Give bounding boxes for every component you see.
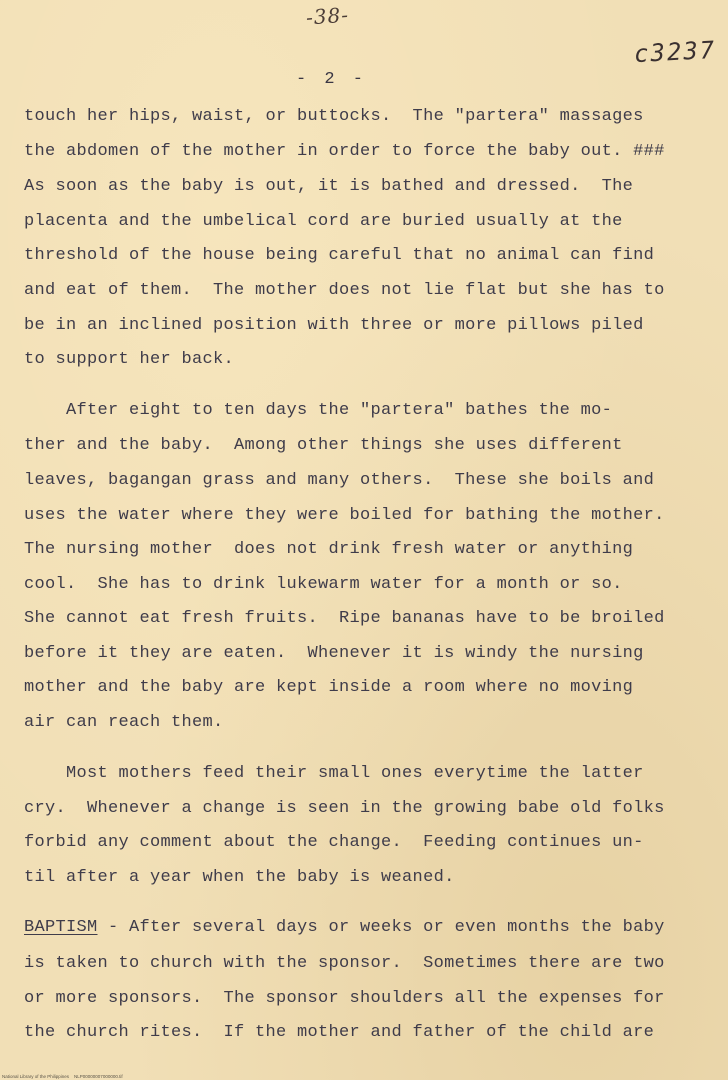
text-line: After eight to ten days the "partera" bathes the mo- — [24, 401, 613, 420]
text-fragment: - After several days or weeks or even months the baby — [97, 918, 665, 937]
text-line: cool. She has to drink lukewarm water for a month or so. — [24, 575, 623, 594]
text-line: leaves, bagangan grass and many others. These she boils and — [24, 471, 655, 490]
text-line: She cannot eat fresh fruits. Ripe bananas have to be broiled — [24, 609, 665, 628]
text-line: Most mothers feed their small ones everytime the latter — [24, 764, 644, 783]
text-line: forbid any comment about the change. Feeding continues un- — [24, 833, 644, 852]
text-line: touch her hips, waist, or buttocks. The "partera" massages — [24, 107, 644, 126]
text-line: air can reach them. — [24, 713, 224, 732]
text-line: cry. Whenever a change is seen in the growing babe old folks — [24, 799, 665, 818]
baptism-paragraph-line — [24, 918, 665, 937]
scan-footer: National Library of the Philippines NLP00000007000000.tif — [2, 1074, 123, 1079]
text-line: til after a year when the baby is weaned. — [24, 868, 455, 887]
archive-number: c3237 — [633, 35, 717, 69]
text-line: threshold of the house being careful that no animal can find — [24, 246, 655, 265]
text-line: As soon as the baby is out, it is bathed and dressed. The — [24, 177, 634, 196]
text-line: before it they are eaten. Whenever it is windy the nursing — [24, 644, 644, 663]
text-line: mother and the baby are kept inside a room where no moving — [24, 678, 634, 697]
section-heading-baptism: BAPTISM — [24, 918, 98, 937]
text-line: The nursing mother does not drink fresh water or anything — [24, 540, 634, 559]
text-line: the abdomen of the mother in order to force the baby out. ### — [24, 142, 665, 161]
text-line: is taken to church with the sponsor. Sometimes there are two — [24, 954, 665, 973]
text-line: placenta and the umbelical cord are buried usually at the — [24, 212, 623, 231]
text-line: the church rites. If the mother and father of the child are — [24, 1023, 655, 1042]
text-line: be in an inclined position with three or more pillows piled — [24, 316, 644, 335]
text-line: ther and the baby. Among other things she uses different — [24, 436, 623, 455]
text-line: and eat of them. The mother does not lie flat but she has to — [24, 281, 665, 300]
text-line: uses the water where they were boiled for bathing the mother. — [24, 506, 665, 525]
text-line: to support her back. — [24, 350, 235, 369]
page-number: - 2 - — [296, 70, 368, 89]
handwritten-page-number: -38- — [305, 2, 350, 30]
text-line: or more sponsors. The sponsor shoulders all the expenses for — [24, 989, 665, 1008]
